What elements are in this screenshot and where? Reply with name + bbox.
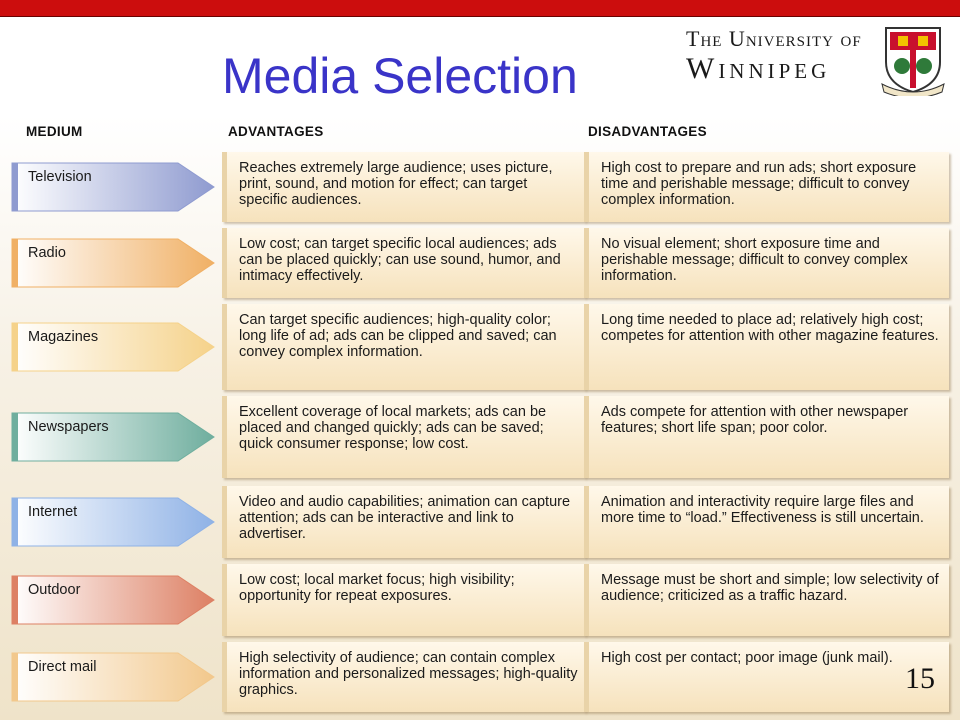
table-row [0,228,960,298]
medium-label: Direct mail [28,659,97,675]
disadvantages-panel [584,396,949,478]
medium-label: Television [28,169,92,185]
disadvantages-text: Message must be short and simple; low selectivity of audience; criticized as a traffic hazard. [601,572,939,604]
advantages-text: High selectivity of audience; can contain complex information and personalized messages; high-quality graphics. [239,650,578,698]
university-crest-icon [880,22,946,96]
advantages-panel [222,564,585,636]
table-row [0,396,960,478]
table-row [0,304,960,390]
top-red-bar [0,0,960,17]
medium-label: Outdoor [28,582,81,598]
disadvantages-panel [584,642,949,712]
advantages-text: Excellent coverage of local markets; ads can be placed and changed quickly; ads can be saved; quick consumer response; low cost. [239,404,547,452]
logo-line-2: Winnipeg [686,52,831,85]
advantages-panel [222,152,585,222]
advantages-text: Low cost; local market focus; high visibility; opportunity for repeat exposures. [239,572,515,604]
disadvantages-text: High cost to prepare and run ads; short exposure time and perishable message; difficult to convey complex information. [601,160,917,208]
table-row [0,564,960,636]
advantages-panel [222,642,585,712]
advantages-panel [222,304,585,390]
medium-label: Radio [28,245,66,261]
medium-label: Magazines [28,329,99,345]
disadvantages-text: Long time needed to place ad; relatively high cost; competes for attention with other magazine features. [601,312,939,344]
header-medium: MEDIUM [26,124,83,139]
advantages-text: Reaches extremely large audience; uses picture, print, sound, and motion for effect; can target specific audiences. [239,160,553,208]
disadvantages-panel [584,564,949,636]
university-logo-text [686,24,876,84]
media-table [0,116,960,720]
advantages-text: Video and audio capabilities; animation can capture attention; ads can be interactive and link to advertiser. [239,494,571,542]
disadvantages-text: High cost per contact; poor image (junk mail). [601,650,893,666]
table-row [0,152,960,222]
disadvantages-panel [584,152,949,222]
medium-label: Internet [28,504,78,520]
disadvantages-panel [584,228,949,298]
advantages-text: Can target specific audiences; high-quality color; long life of ad; ads can be clipped and saved; can convey complex information. [239,312,557,360]
logo-line-1: The University of [686,26,862,51]
header-advantages: ADVANTAGES [228,124,324,139]
table-row [0,486,960,558]
advantages-panel [222,228,585,298]
advantages-panel [222,396,585,478]
advantages-text: Low cost; can target specific local audiences; ads can be placed quickly; can use sound, humor, and intimacy effectively. [239,236,561,284]
medium-label: Newspapers [28,419,109,435]
slide-title: Media Selection [222,48,578,104]
page-number: 15 [905,662,935,695]
disadvantages-panel [584,486,949,558]
disadvantages-text: Ads compete for attention with other newspaper features; short life span; poor color. [601,404,909,436]
disadvantages-text: Animation and interactivity require large files and more time to “load.” Effectiveness is still uncertain. [601,494,924,526]
disadvantages-text: No visual element; short exposure time and perishable message; difficult to convey complex information. [601,236,908,284]
disadvantages-panel [584,304,949,390]
header-disadvantages: DISADVANTAGES [588,124,707,139]
table-row [0,642,960,712]
advantages-panel [222,486,585,558]
